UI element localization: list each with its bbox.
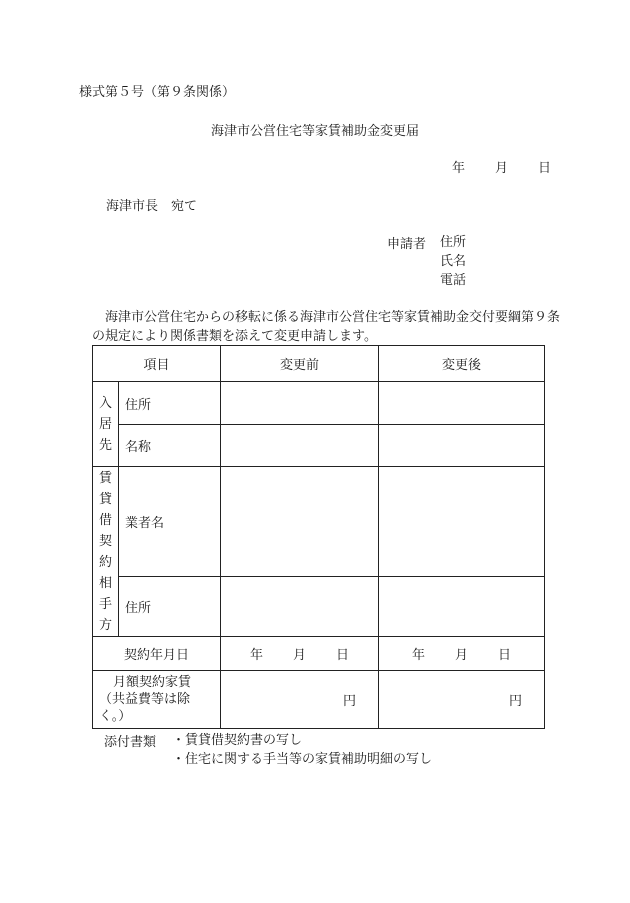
landlord-business-label: 業者名	[119, 467, 221, 577]
page-title: 海津市公営住宅等家賃補助金変更届	[210, 124, 419, 139]
attachment-item: ・賃貸借契約書の写し	[172, 733, 303, 748]
landlord-business-after-cell[interactable]	[379, 467, 545, 577]
residence-name-row	[93, 425, 545, 467]
header-after: 変更後	[379, 346, 545, 382]
contract-date-label: 契約年月日	[93, 637, 221, 671]
applicant-address-label: 住所	[440, 235, 467, 250]
residence-group-label: 入 居 先	[93, 382, 119, 467]
residence-name-after-cell[interactable]	[379, 425, 545, 467]
applicant-phone-label: 電話	[440, 273, 467, 288]
landlord-address-label: 住所	[119, 577, 221, 637]
landlord-address-row	[93, 577, 545, 637]
residence-address-after-cell[interactable]	[379, 382, 545, 425]
landlord-address-before-cell[interactable]	[221, 577, 379, 637]
applicant-label: 申請者	[387, 237, 427, 252]
residence-address-before-cell[interactable]	[221, 382, 379, 425]
landlord-business-before-cell[interactable]	[221, 467, 379, 577]
date-line	[452, 157, 551, 176]
header-item: 項目	[93, 346, 221, 382]
contract-date-before-cell[interactable]: 年 月 日	[221, 637, 379, 671]
residence-address-label: 住所	[119, 382, 221, 425]
attachments-list	[172, 731, 432, 769]
residence-address-row	[93, 382, 545, 425]
applicant-fields	[440, 233, 466, 290]
change-form-table	[92, 345, 545, 729]
header-row	[93, 346, 545, 382]
intro-text: 海津市公営住宅からの移転に係る海津市公営住宅等家賃補助金交付要綱第９条の規定により関係書類を添えて変更申請します。	[92, 310, 561, 344]
contract-date-row	[93, 637, 545, 671]
form-number: 様式第５号（第９条関係）	[79, 85, 236, 100]
rent-label: 月額契約家賃 （共益費等は除 く。）	[93, 671, 221, 729]
date-year: 年	[452, 161, 466, 176]
date-month: 月	[495, 161, 509, 176]
contract-date-after-cell[interactable]: 年 月 日	[379, 637, 545, 671]
landlord-address-after-cell[interactable]	[379, 577, 545, 637]
attachment-item: ・住宅に関する手当等の家賃補助明細の写し	[172, 752, 433, 767]
date-day: 日	[538, 161, 552, 176]
residence-name-before-cell[interactable]	[221, 425, 379, 467]
attachments-label: 添付書類	[104, 735, 157, 750]
header-before: 変更前	[221, 346, 379, 382]
landlord-group-label: 賃 貸 借 契 約 相 手 方	[93, 467, 119, 637]
rent-after-cell[interactable]: 円	[379, 671, 545, 729]
residence-name-label: 名称	[119, 425, 221, 467]
applicant-name-label: 氏名	[440, 254, 467, 269]
rent-row	[93, 671, 545, 729]
landlord-business-row	[93, 467, 545, 577]
rent-before-cell[interactable]: 円	[221, 671, 379, 729]
addressee: 海津市長 宛て	[106, 199, 198, 214]
